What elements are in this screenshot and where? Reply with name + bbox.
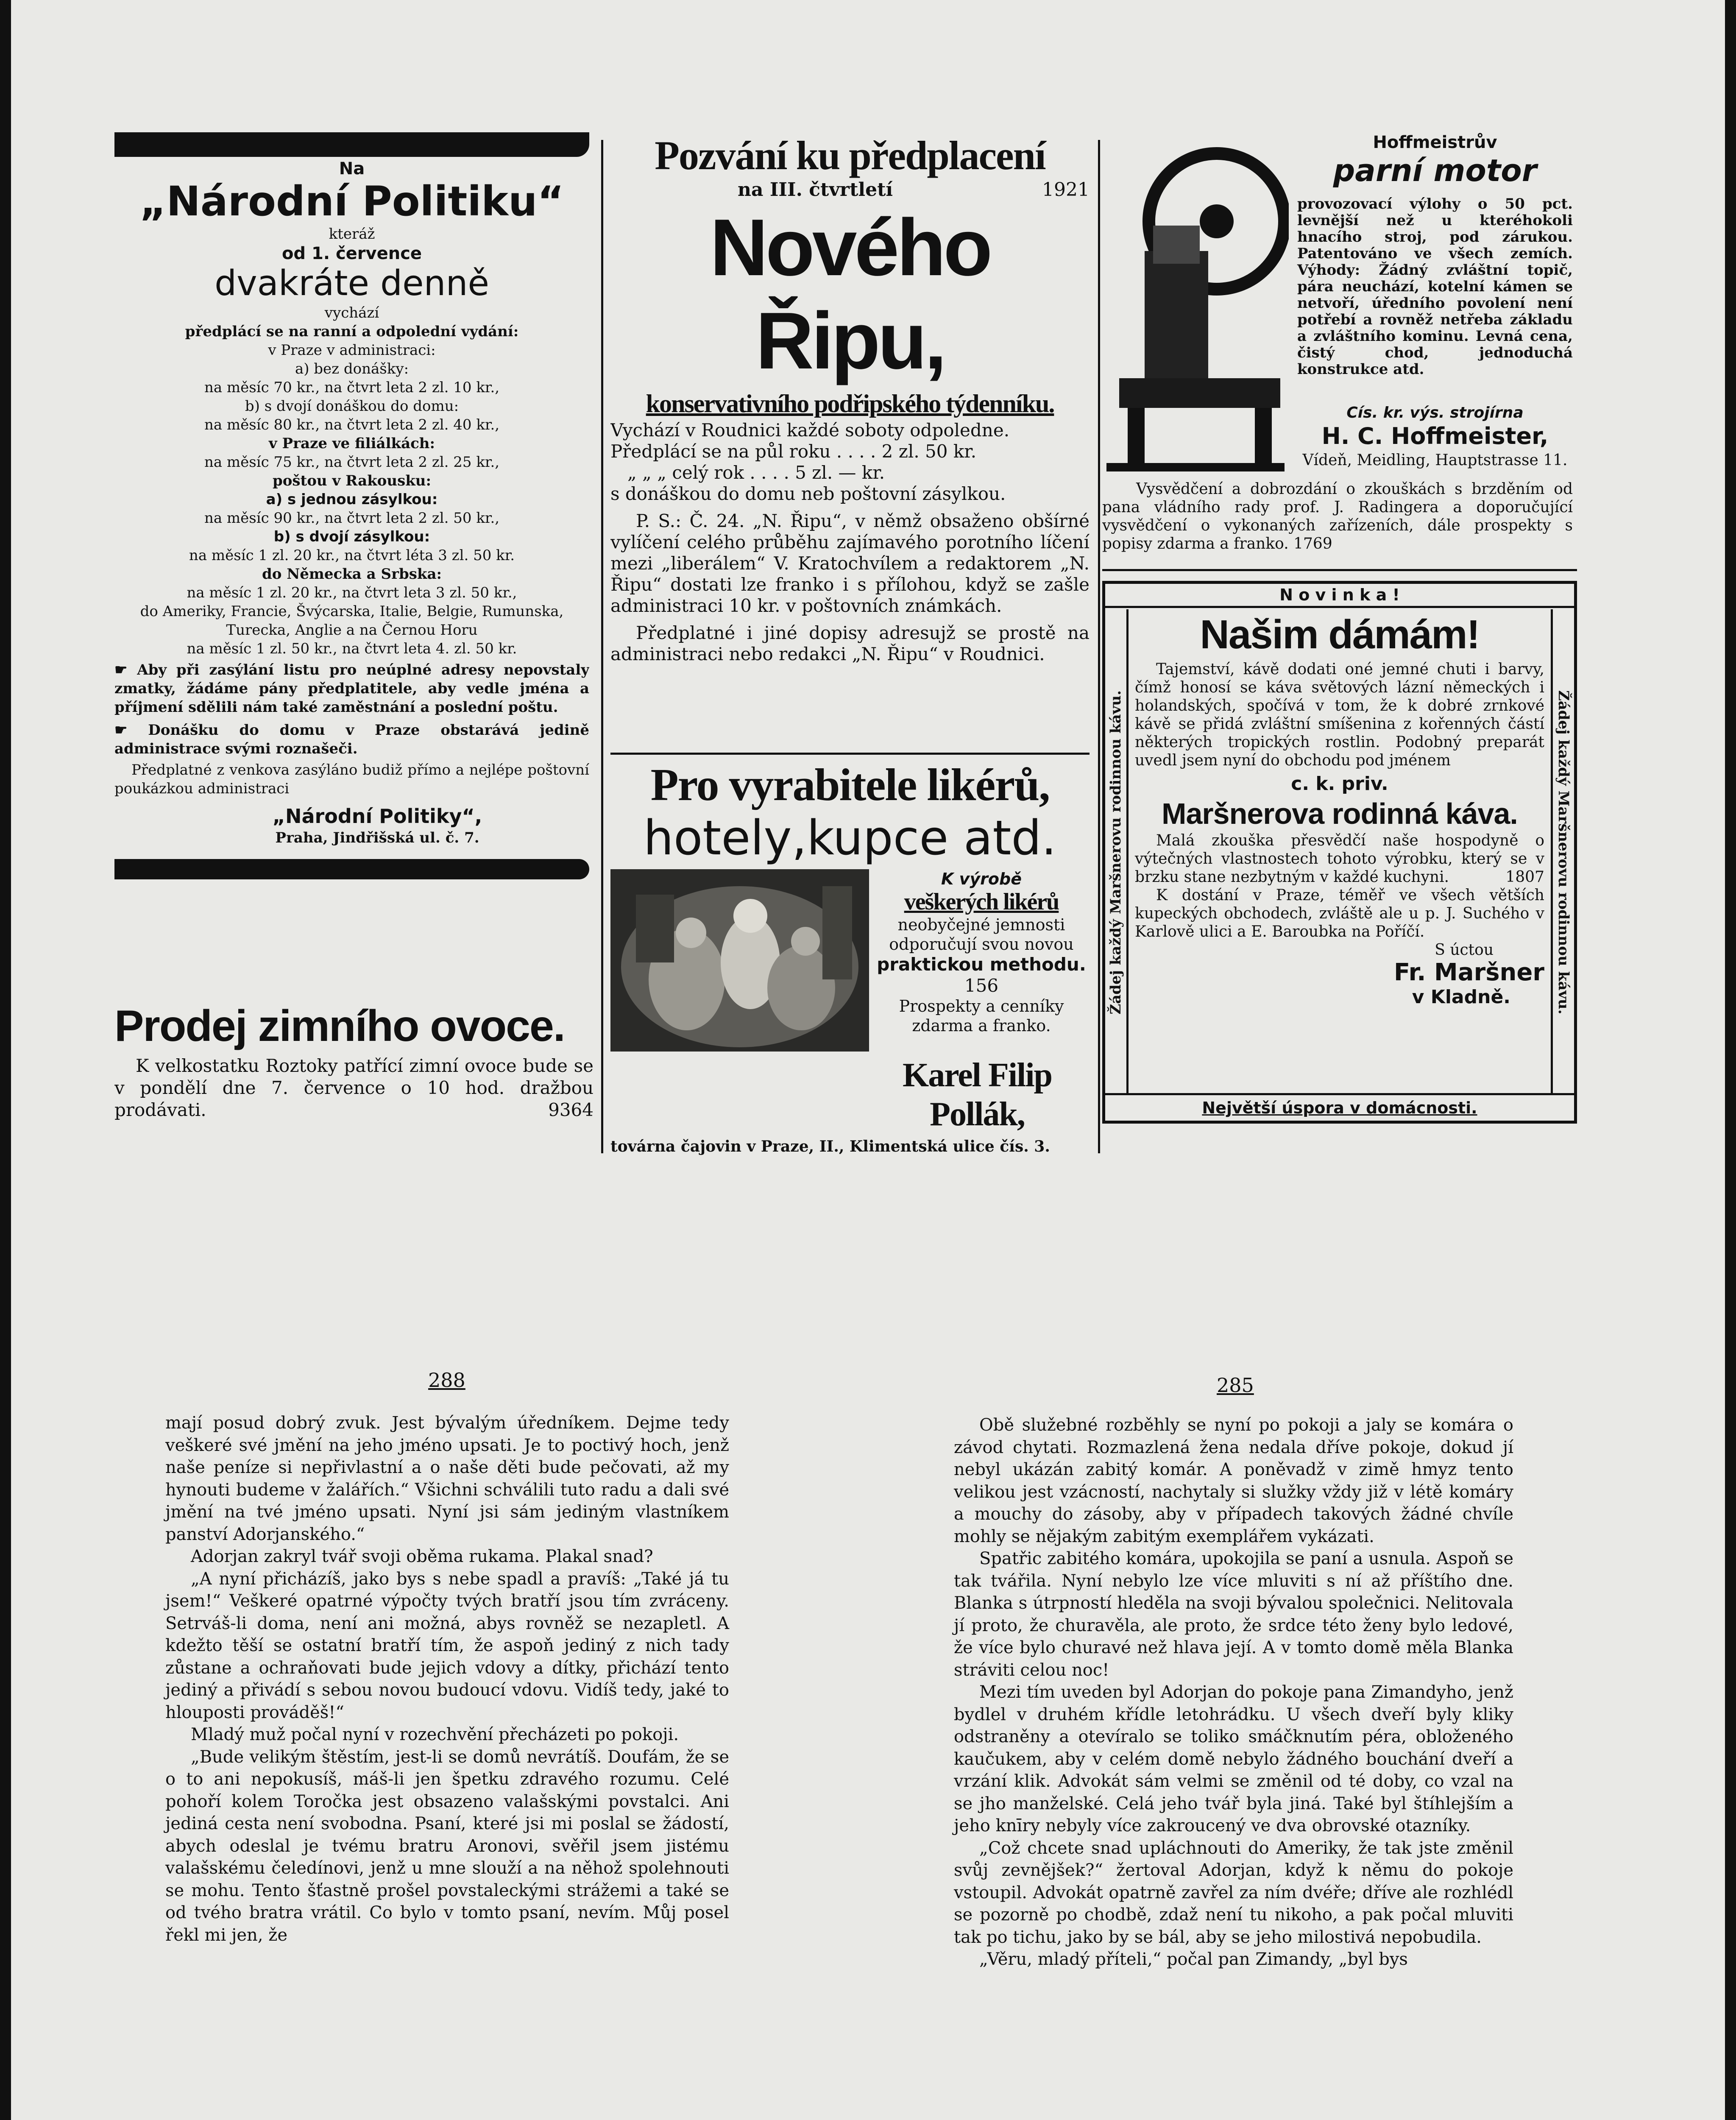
ad-twice: dvakráte denně (215, 263, 489, 304)
hoffmeister-foot (1102, 480, 1573, 553)
ad-note (114, 721, 589, 758)
ad-line: a) bez donášky: (295, 360, 409, 377)
coffee-side-text: Žádej každý Maršnerovu rodinnou kávu. (1107, 690, 1124, 1015)
column-rule (1098, 140, 1100, 1153)
ad-address: Praha, Jindřišská ul. č. 7. (275, 829, 479, 846)
ad-na: Na (339, 159, 365, 179)
rip-line: Vychází v Roudnici každé soboty odpoledne. (610, 420, 1010, 441)
coffee-text2-body: Malá zkouška přesvědčí naše hospodyně o výtečných vlastnostech tohoto výrobku, který se v brzku stane nezbytným v každé kuchyni. (1135, 832, 1544, 886)
ad-number: 1807 (1505, 868, 1544, 886)
paragraph: Obě služebné rozběhly se nyní po pokoji a jaly se komára o závod chytati. Rozmazlená žena nedala dříve pokoje, dokud jí nebyl ukázán zabitý komár. A poněvadž v zimě hmyz tento velikou jest vzácností, nachytaly si služky vždy již v létě komáry a mouchy do zásoby, aby v případech takových žádné chvíle mohly se nějakým zabitým exemplářem vykázati. (954, 1415, 1513, 1546)
rip-name: Nového Řipu, (710, 203, 990, 386)
liqueur-k: K výrobě (941, 870, 1022, 888)
rip-line: „ „ „ celý rok . . . . 5 zl. — kr. (627, 462, 885, 483)
ad-line: poštou v Rakousku: (272, 472, 432, 489)
ad-line: na měsíc 70 kr., na čtvrt leta 2 zl. 10 kr., (204, 379, 500, 396)
ad-line: a) s jednou zásylkou: (266, 491, 438, 508)
rip-title: Pozvání ku předplacení (655, 133, 1045, 178)
liqueur-method: praktickou methodu. (877, 954, 1086, 975)
coffee-bottom: Největší úspora v domácnosti. (1105, 1093, 1574, 1121)
liqueur-desc: neobyčejné jemnosti odporučují svou novou (889, 915, 1074, 954)
ad-line: na měsíc 75 kr., na čtvrt leta 2 zl. 25 kr., (204, 454, 500, 471)
fruit-sale-title: Prodej zimního ovoce. (114, 1001, 565, 1051)
paragraph: „A nyní přicházíš, jako bys s nebe spadl a pravíš: „Také já tu jsem!“ Veškeré opatrné výpočty tvých bratří jsou tím zvráceny. Setrváš-li doma, není ani možná, abys rovněž se nezapletl. A kdežto těší se ostatní bratří tím, že aspoň jediný z nich tady zůstane a ochraňovati bude jejich vdovy a dítky, přichází tento jediný a přivádí s sebou novou budoucí vdovu. Vidíš tedy, jaké to hlouposti prováděš!“ (165, 1569, 729, 1722)
ad-line: v Praze v administraci: (268, 342, 436, 359)
ad-note-text: Aby při zasýlání listu pro neúplné adresy nepovstaly zmatky, žádáme pány předplatitele, aby vedle jména a příjmení sdělili nám také zaměstnání a poslední poštu. (114, 661, 589, 716)
ad-sign: „Národní Politiky“, (272, 805, 482, 828)
liqueur-subtitle: hotely,kupce atd. (643, 811, 1057, 866)
book-column-left (165, 1412, 729, 1946)
novy-rip-ad (610, 132, 1090, 717)
paragraph: Mladý muž počal nyní v rozechvění přecházeti po pokoji. (191, 1725, 679, 1744)
ad-line: na měsíc 1 zl. 20 kr., na čtvrt leta 3 zl. 50 kr., (187, 584, 517, 601)
paragraph: Mezi tím uveden byl Adorjan do pokoje pana Zimandyho, jenž bydlel v druhém křídle letohrádku. U všech dveří byly kliky odstraněny a otevíralo se toliko smáčknutím péra, obloženého kaučukem, aby v celém domě nebylo žádného bouchání dveří a vrzání klik. Advokát sám velmi se změnil od té doby, co vzal na se jho manželské. Celá jeho tvář byla jiná. Také byl štíhlejším a jeho knīry nebyly více zakroucený ve dva obrovské otazníky. (954, 1682, 1513, 1835)
fruit-sale-text (114, 1055, 594, 1121)
ad-line: v Praze ve filiálkách: (268, 435, 435, 452)
scan-edge-right (1725, 0, 1736, 2120)
ad-line: b) s dvojí zásylkou: (273, 528, 430, 545)
coffee-novinka: N o v i n k a ! (1105, 584, 1574, 608)
hoffmeister-text: provozovací výlohy o 50 pct. levnější než u kteréhokoli hnacího stroj, pod zárukou. Patentováno ve všech zemích. Výhody: Žádný zvláštní topič, pára neuchází, kotelní kámen se netvoří, úředního povolení není potřebí a rovněž netřeba základu a zvláštního kominu. Levná cena, čistý chod, jednoduchá konstrukce atd. (1297, 195, 1573, 378)
paragraph: mají posud dobrý zvuk. Jest bývalým úředníkem. Dejme tedy veškeré své jmění na jeho jméno upsati. Je to poctivý hoch, jenž naše peníze si nepřivlastní a o naše děti bude pečovati, až my hynouti budeme v žalářích.“ Všichni schválili tuto radu a dali své jmění na tvé jméno upsati. Nyní jsi sám jediným vlastníkem panství Adorjanského.“ (165, 1413, 729, 1544)
steam-engine-illustration (1102, 141, 1289, 471)
hoffmeister-firm: Cís. kr. výs. strojírna (1346, 404, 1524, 421)
coffee-title: Našim dámám! (1200, 612, 1480, 657)
rip-subtitle-row (610, 179, 1090, 201)
liqueur-title: Pro vyrabitele likérů, (650, 760, 1050, 810)
ad-vychazi: vychází (324, 304, 379, 321)
ad-title: „Národní Politiku“ (139, 178, 564, 225)
coffee-ck: c. k. priv. (1291, 773, 1388, 795)
ad-note (114, 661, 589, 717)
rip-subtitle: na III. čtvrtletí (738, 179, 893, 201)
coffee-text3: K dostání v Praze, téměř ve všech větších kupeckých obchodech, zvláště ale u p. J. Suchého v Karlově ulici a E. Baroubka na Poříčí. (1135, 887, 1544, 940)
liqueur-v: veškerých likérů (904, 889, 1059, 915)
ad-number: 156 (964, 975, 999, 996)
paragraph: „Bude velikým štěstím, jest-li se domů nevrátíš. Doufám, že se o to ani nepokusíš, máš-li jen špetku zdravého rozumu. Celé pohoří kolem Toročka jest obsazeno valašskými povstalci. Ani jediná cesta není svobodna. Psaní, které jsi mi poslal se žádostí, abych odeslal je tvému bratru Aronovi, svěřil jsem jistému valašskému čeledínovi, jenž u mne slouží a na něhož spolehnouti se mohu. Tento šťastně prošel povstaleckými strážemi a také se od tvého bratra vrátil. Co bylo v tomto psaní, nevím. Můj posel řekl mi jen, že (165, 1747, 729, 1945)
hoffmeister-t1: Hoffmeistrův (1373, 133, 1497, 152)
liqueur-ad (610, 759, 1090, 1158)
page-number-left: 288 (428, 1369, 465, 1392)
hoffmeister-ad (1102, 132, 1577, 565)
coffee-side-right (1551, 609, 1574, 1095)
rip-line: s donáškou do domu neb poštovní zásylkou. (610, 483, 1006, 504)
black-banner (114, 132, 589, 157)
hoffmeister-name: H. C. Hoffmeister, (1321, 423, 1549, 449)
ad-line: na měsíc 1 zl. 50 kr., na čtvrt leta 4. zl. 50 kr. (187, 640, 517, 657)
coffee-content (1135, 609, 1544, 1008)
ad-separator (610, 753, 1090, 755)
ad-kteraz: kteráž (329, 226, 375, 243)
rip-predplatne: Předplatné i jiné dopisy adresujž se prostě na administraci nebo redakci „N. Řipu“ v Roudnici. (610, 622, 1090, 664)
coffee-side-text: Žádej každý Maršnerovu rodinnou kávu. (1555, 690, 1572, 1015)
liqueur-engraving-image (610, 869, 869, 1052)
ad-number: 1769 (1293, 535, 1332, 552)
liqueur-illustration (610, 869, 869, 1052)
fruit-sale-ad (114, 1001, 594, 1162)
coffee-sign: Fr. Maršner (1393, 959, 1544, 986)
hoffmeister-address: Vídeň, Meidling, Hauptstrasse 11. (1302, 452, 1568, 469)
pointing-hand-icon: ☛ (114, 661, 137, 678)
ad-separator (1102, 569, 1577, 571)
ad-predplaci: předplácí se na ranní a odpolední vydání: (185, 323, 519, 340)
fruit-sale-body: K velkostatku Roztoky patřící zimní ovoce bude se v pondělí dne 7. července o 10 hod. dražbou prodávati. (114, 1055, 594, 1120)
ad-line: na měsíc 80 kr., na čtvrt leta 2 zl. 40 kr., (204, 416, 500, 433)
book-column-right (954, 1414, 1513, 1971)
rip-ps: P. S.: Č. 24. „N. Řipu“, v němž obsaženo obšírné vylíčení celého průběhu zajímavého porotního líčení mezi „liberálem“ V. Kratochvílem a redaktorem „N. Řipu“ dostati lze franko i s přílohou, když se zašle administraci 10 kr. v poštovních známkách. (610, 510, 1090, 616)
coffee-text: Tajemství, kávě dodati oné jemné chuti i barvy, čímž honosí se káva světových lázní německých i holandských, spočívá v tom, že k dobré zrnkové kávě se přidá zvláštní smíšenina z kořenných částí některých tropických rostlin. Podobný preparát uvedl jsem nyní do obchodu pod jménem (1135, 661, 1544, 769)
rip-year: 1921 (1042, 179, 1090, 201)
column-rule (601, 140, 603, 1153)
coffee-ad (1102, 581, 1577, 1124)
page-number-right: 285 (1217, 1374, 1254, 1397)
narodni-politika-ad (114, 132, 589, 972)
ad-od: od 1. července (281, 244, 422, 263)
liqueur-firm: Karel Filip Pollák, (902, 1057, 1052, 1133)
coffee-brand: Maršnerova rodinná káva. (1162, 797, 1518, 830)
hoffmeister-foot-text: Vysvědčení a dobrozdání o zkouškách s brzděním od pana vládního rady prof. J. Radingera a doporučující vysvědčení o vykonaných zařízeních, dále prospekty s popisy zdarma a franko. (1102, 480, 1573, 552)
coffee-uctou: S úctou (1435, 941, 1494, 959)
pointing-hand-icon: ☛ (114, 722, 148, 739)
ad-line: na měsíc 90 kr., na čtvrt leta 2 zl. 50 kr., (204, 510, 500, 527)
liqueur-prospekty: Prospekty a cenníky zdarma a franko. (899, 997, 1064, 1035)
ad-number: 9364 (548, 1099, 594, 1120)
ad-line: na měsíc 1 zl. 20 kr., na čtvrt léta 3 zl. 50 kr. (189, 547, 515, 564)
liqueur-address: továrna čajovin v Praze, II., Klimentská ulice čís. 3. (610, 1138, 1050, 1155)
ad-line: do Ameriky, Francie, Švýcarska, Italie, Belgie, Rumunska, Turecka, Anglie a na Černou Horu (140, 603, 564, 639)
paragraph: „Což chcete snad upláchnouti do Ameriky, že tak jste změnil svůj zevnějšek?“ žertoval Adorjan, když k němu do pokoje vstoupil. Advokát opatrně zavřel za ním dvéře; dříve ale rozhlédl se pozorně po chodbě, zdaž není tu nikoho, a pak počal mluviti tak po tichu, jako by se bál, aby se jeho milostivá nepobudila. (954, 1838, 1513, 1947)
rip-tagline: konservativního podřipského týdenníku. (646, 390, 1054, 418)
scan-edge-left (0, 0, 11, 2120)
hoffmeister-t2: parní motor (1333, 153, 1537, 188)
ad-note: Předplatné z venkova zasýláno budiž přímo a nejlépe poštovní poukázkou administraci (114, 762, 589, 797)
black-banner (114, 859, 589, 879)
paragraph: Spatřic zabitého komára, upokojila se paní a usnula. Aspoň se tak tvářila. Nyní nebylo lze více mluviti s ní až příštího dne. Blanka s útrpností hleděla na svoji bývalou společnici. Nelitovala jí proto, že churavěla, ale proto, že srdce této ženy bylo ledové, že více bylo churavé než hlava její. A v tomto domě měla Blanka stráviti celou noc! (954, 1549, 1513, 1680)
coffee-place: v Kladně. (1412, 986, 1510, 1008)
coffee-text2 (1135, 831, 1544, 886)
ad-line: b) s dvojí donáškou do domu: (245, 398, 459, 415)
coffee-side-left (1105, 609, 1129, 1095)
rip-line: Předplácí se na půl roku . . . . 2 zl. 50 kr. (610, 441, 977, 462)
paragraph: Adorjan zakryl tvář svoji oběma rukama. Plakal snad? (191, 1547, 653, 1566)
paragraph: „Věru, mladý příteli,“ počal pan Zimandy, „byl bys (979, 1950, 1408, 1969)
liqueur-prakt (873, 954, 1090, 996)
liqueur-text (873, 869, 1090, 1035)
ad-note-text: Donášku do domu v Praze obstarává jedině administrace svými roznašeči. (114, 722, 589, 757)
ad-line: do Německa a Srbska: (262, 566, 442, 583)
